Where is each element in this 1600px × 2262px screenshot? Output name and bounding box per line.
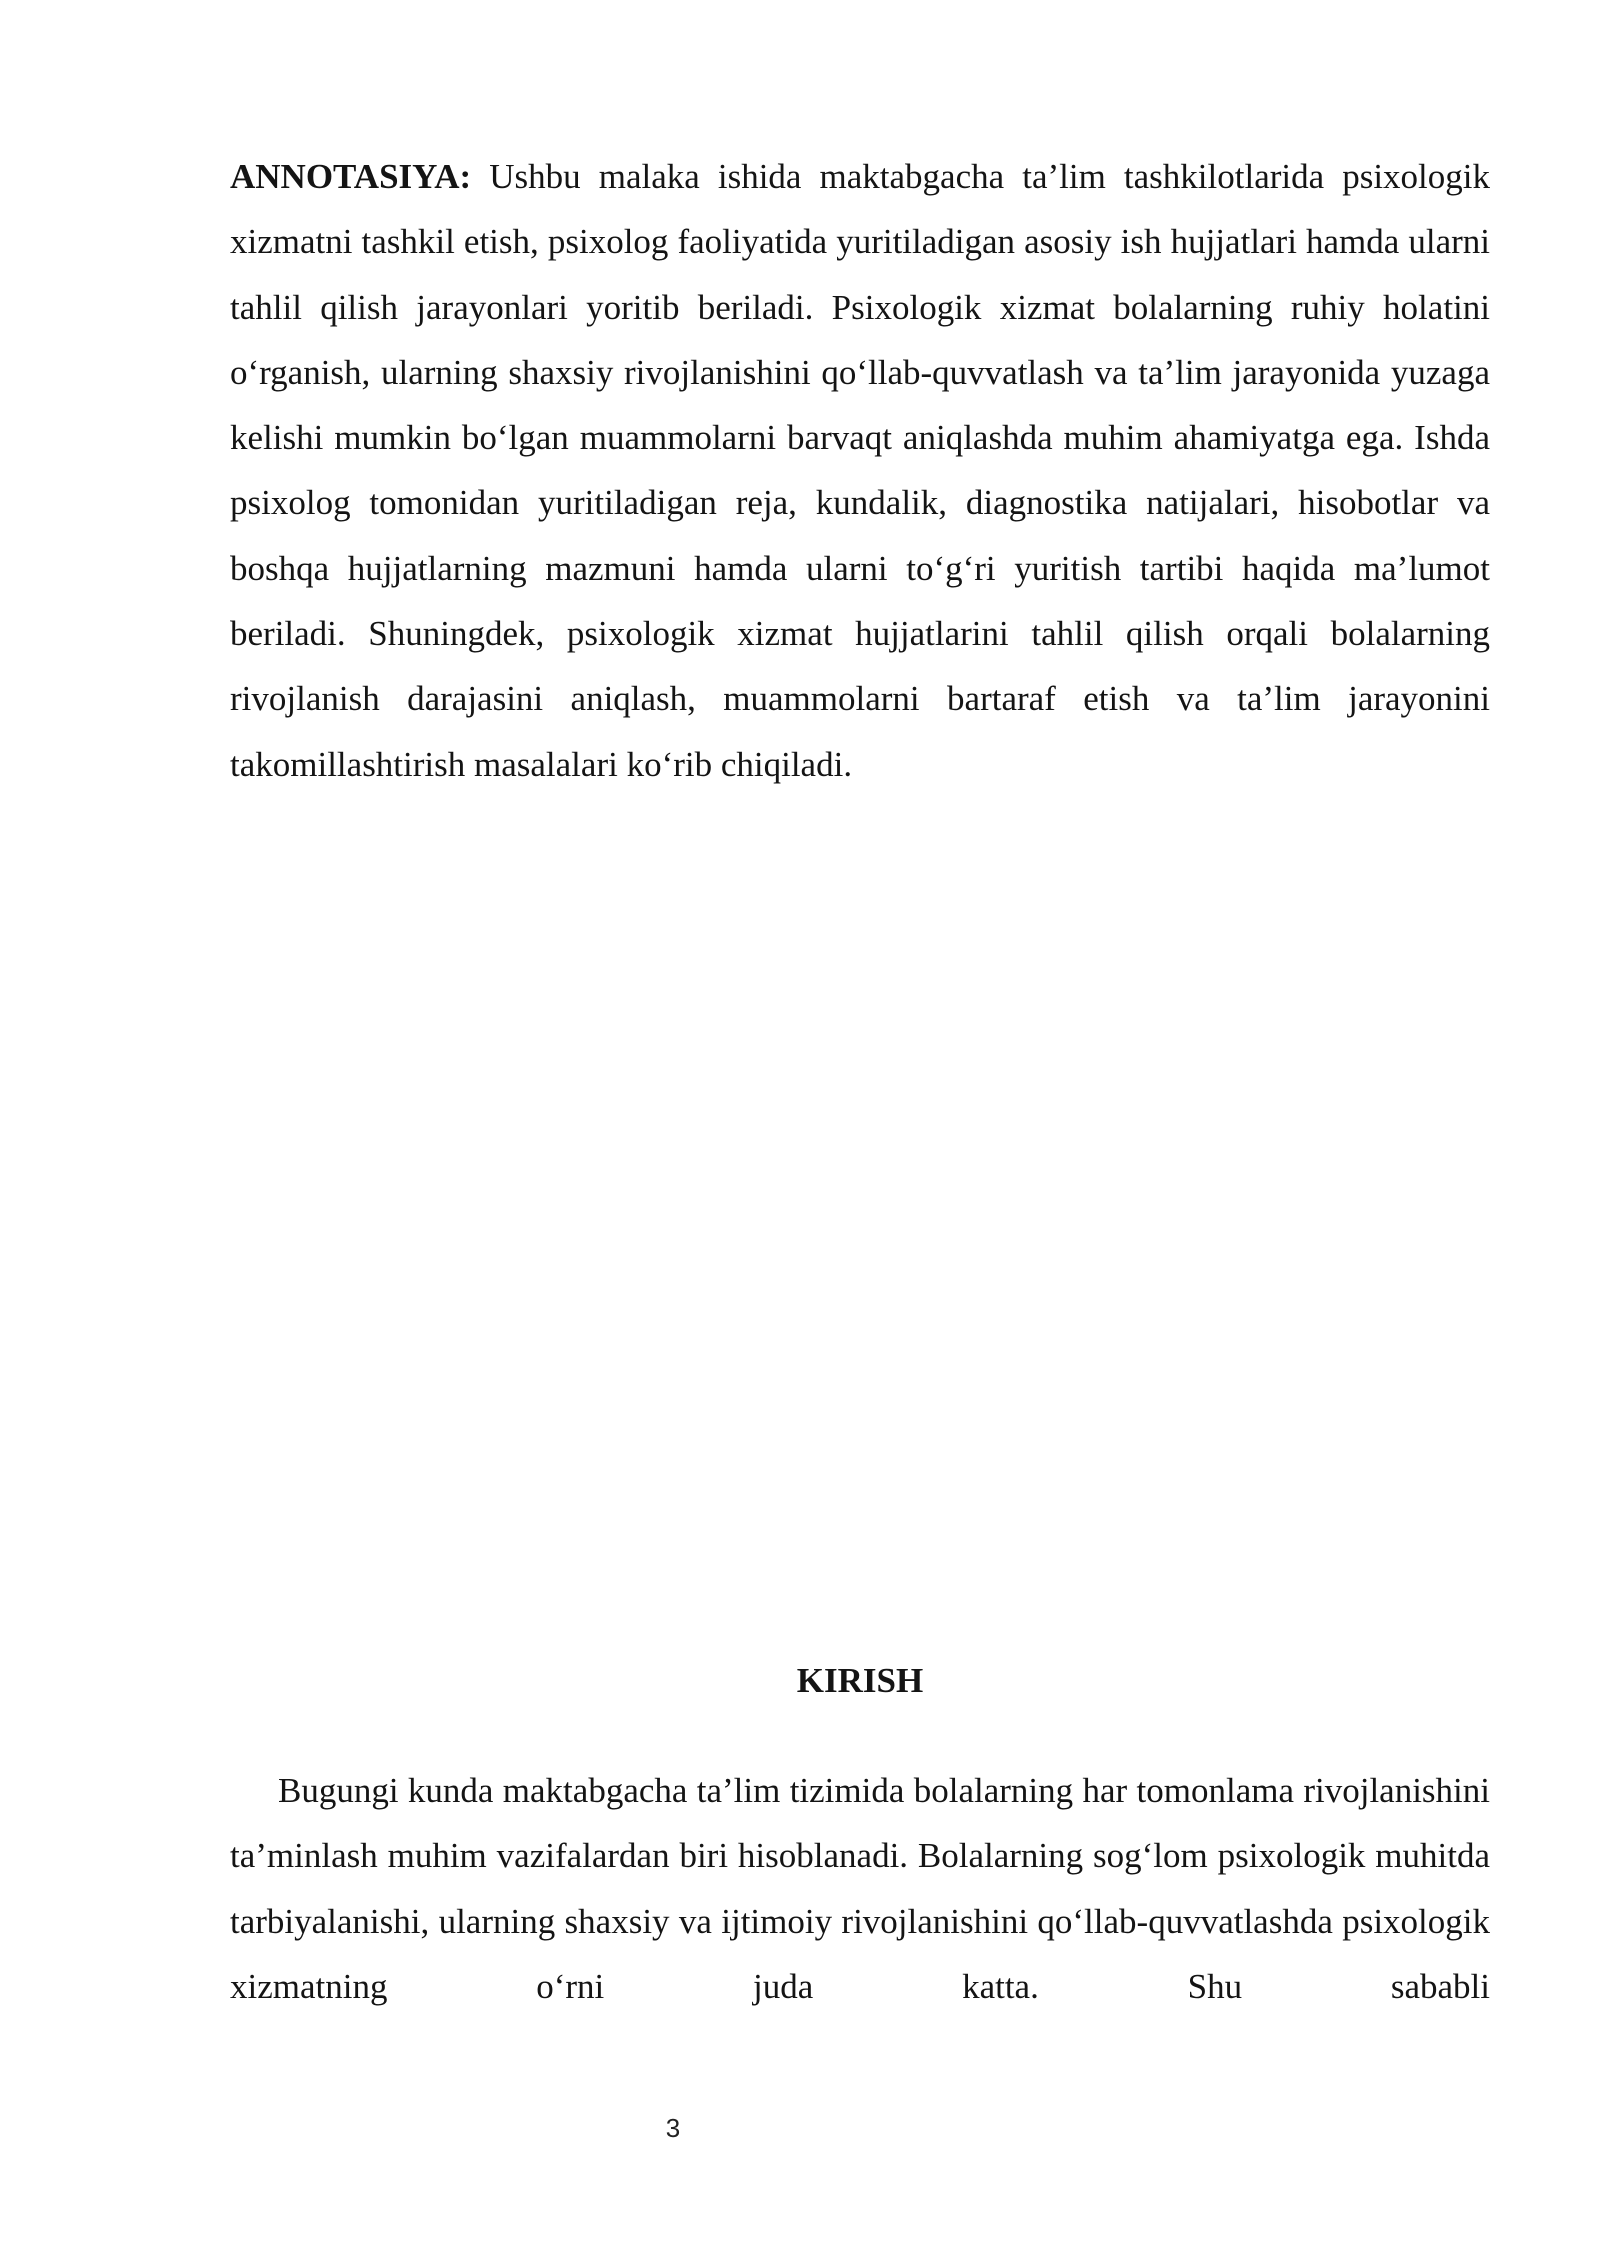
page-number: 3 bbox=[665, 2113, 681, 2143]
annotation-paragraph bbox=[230, 144, 1490, 797]
annotation-label: ANNOTASIYA: bbox=[230, 157, 472, 196]
introduction-paragraph: Bugungi kunda maktabgacha ta’lim tizimida bolalarning har tomonlama rivojlanishini ta’minlash muhim vazifalardan biri hisoblanadi. Bolalarning sog‘lom psixologik muhitda tarbiyalanishi, ularning shaxsiy va ijtimoiy rivojlanishini qo‘llab-quvvatlashda psixologik xizmatning o‘rni juda katta. Shu sababli bbox=[230, 1771, 1490, 2006]
introduction-heading: KIRISH bbox=[796, 1661, 924, 1700]
annotation-text: Ushbu malaka ishida maktabgacha ta’lim tashkilotlarida psixologik xizmatni tashkil etish, psixolog faoliyatida yuritiladigan asosiy ish hujjatlari hamda ularni tahlil qilish jarayonlari yoritib beriladi. Psixologik xizmat bolalarning ruhiy holatini o‘rganish, ularning shaxsiy rivojlanishini qo‘llab-quvvatlash va ta’lim jarayonida yuzaga kelishi mumkin bo‘lgan muammolarni barvaqt aniqlashda muhim ahamiyatga ega. Ishda psixolog tomonidan yuritiladigan reja, kundalik, diagnostika natijalari, hisobotlar va boshqa hujjatlarning mazmuni hamda ularni to‘g‘ri yuritish tartibi haqida ma’lumot beriladi. Shuningdek, psixologik xizmat hujjatlarini tahlil qilish orqali bolalarning rivojlanish darajasini aniqlash, muammolarni bartaraf etish va ta’lim jarayonini takomillashtirish masalalari ko‘rib chiqiladi. bbox=[230, 157, 1491, 784]
